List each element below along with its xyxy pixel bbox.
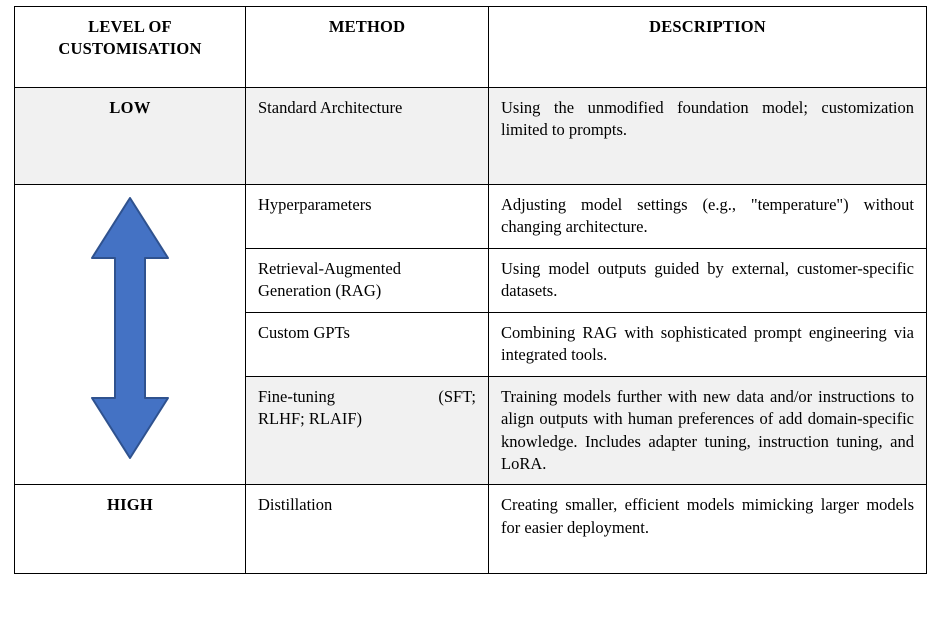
- description-distillation: Creating smaller, efficient models mimicking larger models for easier deployment.: [489, 485, 927, 574]
- description-standard-architecture: Using the unmodified foundation model; customization limited to prompts.: [489, 88, 927, 185]
- table-row: [15, 485, 927, 574]
- method-fine-tuning-left: Fine-tuning: [258, 386, 335, 406]
- description-custom-gpts: Combining RAG with sophisticated prompt engineering via integrated tools.: [489, 312, 927, 376]
- method-hyperparameters: Hyperparameters: [246, 185, 489, 249]
- column-header-level: [15, 7, 246, 88]
- method-fine-tuning: [246, 376, 489, 485]
- method-fine-tuning-right: (SFT;: [438, 386, 476, 406]
- description-rag: Using model outputs guided by external, customer-specific datasets.: [489, 248, 927, 312]
- column-header-level-line2: CUSTOMISATION: [58, 39, 202, 59]
- method-rag: Retrieval-Augmented Generation (RAG): [246, 248, 489, 312]
- description-hyperparameters: Adjusting model settings (e.g., "temperature") without changing architecture.: [489, 185, 927, 249]
- description-fine-tuning: Training models further with new data and/or instructions to align outputs with human preferences of add domain-specific knowledge. Includes adapter tuning, instruction tuning, and LoRA.: [489, 376, 927, 485]
- level-label-high: HIGH: [15, 485, 246, 574]
- table-header-row: [15, 7, 927, 88]
- method-standard-architecture: Standard Architecture: [246, 88, 489, 185]
- customisation-gradient-arrow-cell: [15, 185, 246, 485]
- column-header-description: DESCRIPTION: [489, 7, 927, 88]
- arrow-wrapper: [27, 194, 233, 462]
- customisation-levels-table: [14, 6, 927, 574]
- table-row: [15, 88, 927, 185]
- table-row: [15, 185, 927, 249]
- method-custom-gpts: Custom GPTs: [246, 312, 489, 376]
- method-fine-tuning-line2: RLHF; RLAIF): [258, 409, 363, 429]
- double-arrow-icon: [87, 194, 173, 462]
- column-header-method: METHOD: [246, 7, 489, 88]
- method-fine-tuning-line1: [258, 386, 476, 408]
- level-label-low: LOW: [15, 88, 246, 185]
- column-header-level-line1: LEVEL OF: [88, 17, 172, 36]
- method-distillation: Distillation: [246, 485, 489, 574]
